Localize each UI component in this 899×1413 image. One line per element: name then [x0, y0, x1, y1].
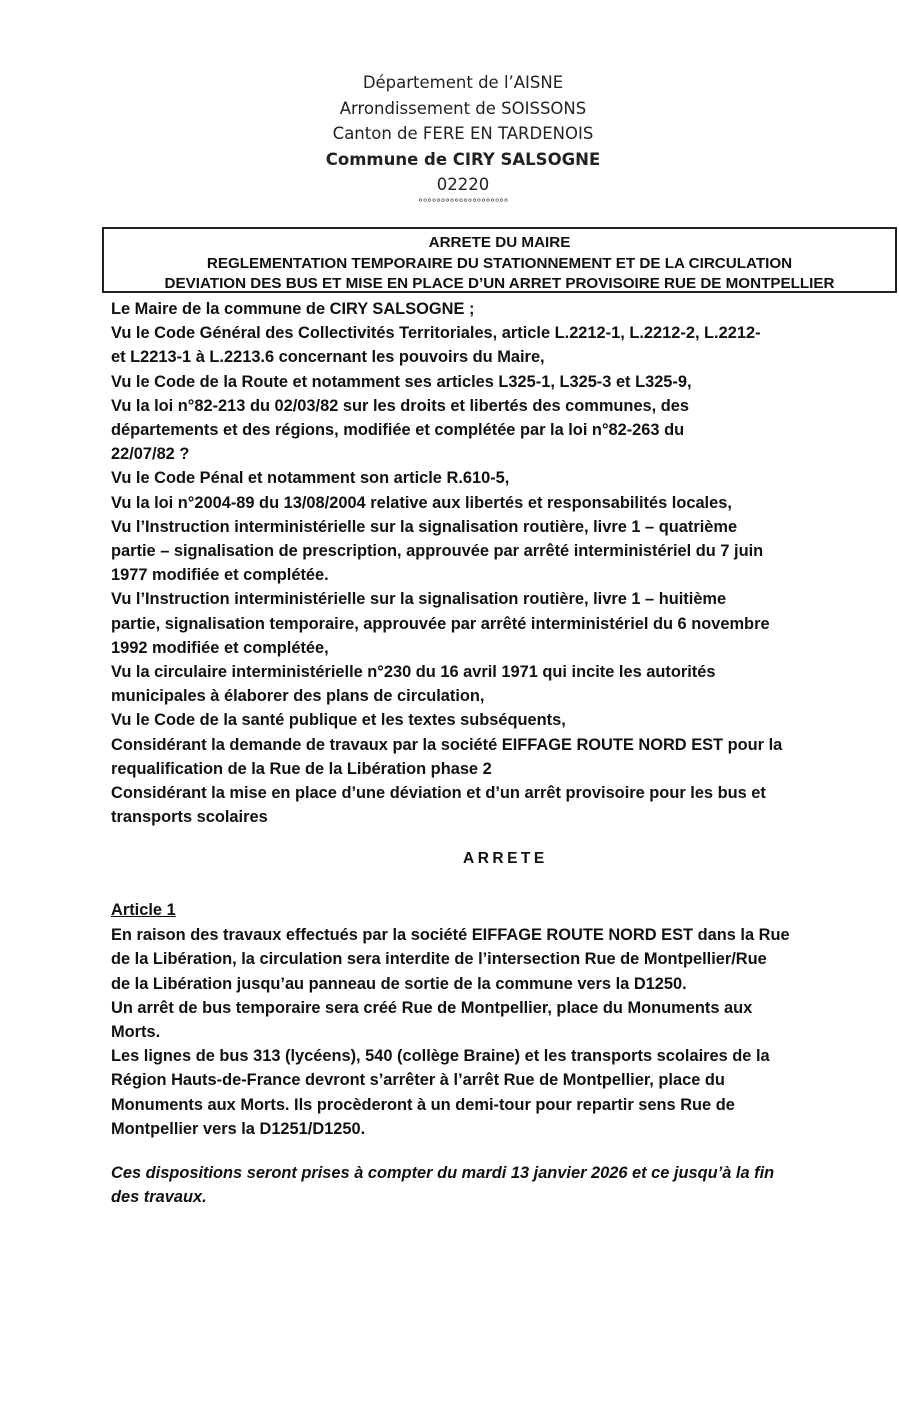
- document-header: [300, 70, 626, 210]
- preamble-line: Vu l’Instruction interministérielle sur la signalisation routière, livre 1 – huitième: [111, 590, 727, 609]
- article-1-title: Article 1: [111, 901, 176, 919]
- preamble: [111, 297, 899, 829]
- article-1: [111, 898, 899, 1209]
- preamble-line: Considérant la mise en place d’une déviation et d’un arrêt provisoire pour les bus et: [111, 784, 766, 803]
- article-line: Monuments aux Morts. Ils procèderont à un demi-tour pour repartir sens Rue de: [111, 1095, 735, 1114]
- title-box: [102, 227, 897, 293]
- preamble-line: 22/07/82 ?: [111, 445, 190, 464]
- title-line-2: REGLEMENTATION TEMPORAIRE DU STATIONNEMENT ET DE LA CIRCULATION: [206, 254, 793, 272]
- preamble-line: partie – signalisation de prescription, approuvée par arrêté interministériel du 7 juin: [111, 542, 764, 561]
- article-line: Morts.: [111, 1023, 161, 1042]
- article-line: Un arrêt de bus temporaire sera créé Rue de Montpellier, place du Monuments aux: [111, 998, 753, 1017]
- postcode-line: 02220: [436, 175, 490, 194]
- preamble-line: partie, signalisation temporaire, approuvée par arrêté interministériel du 6 novembre: [111, 614, 770, 633]
- preamble-line: requalification de la Rue de la Libération phase 2: [111, 759, 492, 778]
- article-line: Montpellier vers la D1251/D1250.: [111, 1119, 366, 1138]
- arrondissement-line: Arrondissement de SOISSONS: [339, 98, 587, 118]
- preamble-line: Vu le Code Général des Collectivités Territoriales, article L.2212-1, L.2212-2, L.2212-: [111, 324, 761, 343]
- closing-line: des travaux.: [111, 1188, 207, 1207]
- article-line: de la Libération, la circulation sera interdite de l’intersection Rue de Montpellier/Rue: [111, 950, 767, 969]
- title-line-1: ARRETE DU MAIRE: [428, 234, 571, 251]
- preamble-line: départements et des régions, modifiée et complétée par la loi n°82-263 du: [111, 421, 685, 440]
- preamble-line: Vu le Code Pénal et notamment son article R.610-5,: [111, 469, 510, 488]
- arrete-heading: ARRETE: [463, 850, 548, 867]
- departement-line: Département de l’AISNE: [362, 73, 564, 92]
- preamble-line: Vu la loi n°82-213 du 02/03/82 sur les droits et libertés des communes, des: [111, 396, 690, 415]
- article-line: de la Libération jusqu’au panneau de sortie de la commune vers la D1250.: [111, 974, 687, 993]
- preamble-line: 1992 modifiée et complétée,: [111, 638, 329, 657]
- commune-line: Commune de CIRY SALSOGNE: [325, 149, 601, 169]
- preamble-line: municipales à élaborer des plans de circulation,: [111, 687, 485, 706]
- closing-line: Ces dispositions seront prises à compter du mardi 13 janvier 2026 et ce jusqu’à la fin: [111, 1164, 775, 1183]
- decorative-dots: °°°°°°°°°°°°°°°°°°°°: [418, 197, 508, 209]
- article-line: En raison des travaux effectués par la société EIFFAGE ROUTE NORD EST dans la Rue: [111, 926, 790, 945]
- canton-line: Canton de FERE EN TARDENOIS: [332, 124, 594, 143]
- preamble-line: Vu le Code de la santé publique et les textes subséquents,: [111, 711, 566, 730]
- preamble-line: Vu la circulaire interministérielle n°230 du 16 avril 1971 qui incite les autorités: [111, 663, 716, 682]
- preamble-line: Le Maire de la commune de CIRY SALSOGNE ;: [111, 300, 475, 318]
- preamble-line: Vu le Code de la Route et notamment ses articles L325-1, L325-3 et L325-9,: [111, 372, 692, 391]
- preamble-line: et L2213-1 à L.2213.6 concernant les pouvoirs du Maire,: [111, 348, 545, 367]
- preamble-line: Considérant la demande de travaux par la société EIFFAGE ROUTE NORD EST pour la: [111, 735, 783, 754]
- title-line-3: DEVIATION DES BUS ET MISE EN PLACE D’UN ARRET PROVISOIRE RUE DE MONTPELLIER: [164, 275, 835, 292]
- preamble-line: transports scolaires: [111, 808, 268, 827]
- preamble-line: Vu la loi n°2004-89 du 13/08/2004 relative aux libertés et responsabilités locales,: [111, 493, 732, 512]
- article-line: Les lignes de bus 313 (lycéens), 540 (collège Braine) et les transports scolaires de la: [111, 1047, 770, 1066]
- preamble-line: 1977 modifiée et complétée.: [111, 566, 329, 585]
- preamble-line: Vu l’Instruction interministérielle sur la signalisation routière, livre 1 – quatrième: [111, 517, 738, 536]
- article-line: Région Hauts-de-France devront s’arrêter à l’arrêt Rue de Montpellier, place du: [111, 1071, 725, 1090]
